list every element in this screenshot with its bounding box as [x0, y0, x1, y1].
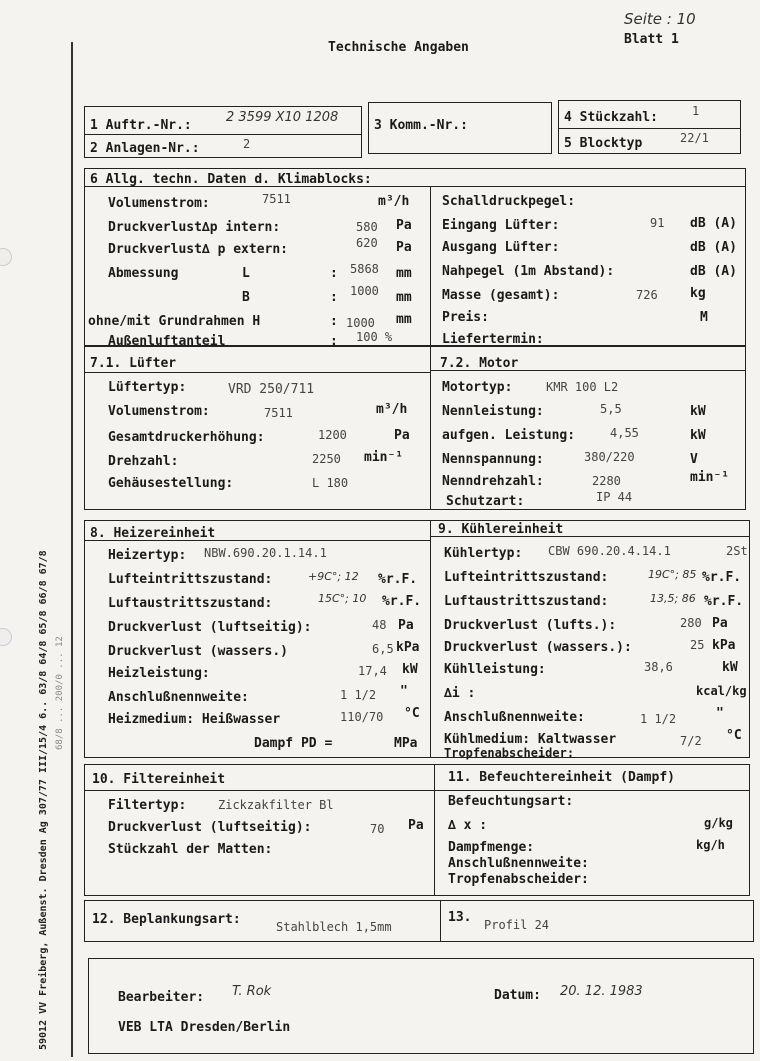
s6-aus-unit: dB (A) [690, 240, 737, 255]
s6-abm-label: Abmessung [108, 266, 179, 281]
s6-aussen-colon: : [330, 334, 338, 349]
section-6-title: 6 Allg. techn. Daten d. Klimablocks: [90, 172, 372, 187]
s8-typ-label: Heizertyp: [108, 548, 187, 563]
footer-box [88, 958, 754, 1054]
s6-dv-ext-value: 620 [356, 236, 378, 250]
s71-vol-value: 7511 [264, 406, 293, 420]
s6-h-label: ohne/mit Grundrahmen H [88, 314, 261, 329]
s9-tropf-label: Tropfenabscheider: [444, 746, 575, 760]
s8-med-value: 110/70 [340, 710, 384, 724]
section-11-title: 11. Befeuchtereinheit (Dampf) [448, 770, 675, 785]
s9-ein-value: 19C°; 85 [648, 568, 697, 581]
s8-dvw-unit: kPa [396, 640, 420, 655]
s8-med-unit: °C [404, 706, 420, 721]
plant-number-value: 2 [243, 137, 251, 151]
s8-ansch-value: 1 1/2 [340, 688, 377, 702]
s71-typ-label: Lüftertyp: [108, 380, 187, 395]
s9-ansch-value: 1 1/2 [640, 712, 677, 726]
editor-label: Bearbeiter: [118, 990, 205, 1005]
divider [558, 128, 741, 129]
section-72-title: 7.2. Motor [440, 356, 519, 371]
document-title: Technische Angaben [328, 40, 469, 55]
s6-preis-label: Preis: [442, 310, 489, 325]
s71-geh-label: Gehäusestellung: [108, 476, 234, 491]
commission-label: 3 Komm.-Nr.: [374, 118, 468, 133]
s11-dx-unit: g/kg [704, 816, 733, 830]
s8-ein-label: Lufteintrittszustand: [108, 572, 273, 587]
s9-aus-value: 13,5; 86 [650, 592, 696, 605]
s71-dreh-unit: min⁻¹ [364, 450, 404, 465]
s72-typ-value: KMR 100 L2 [546, 380, 619, 394]
s8-dampf-label: Dampf PD = [254, 736, 333, 751]
s8-aus-unit: %r.F. [382, 594, 422, 609]
section-9-title: 9. Kühlereinheit [438, 522, 564, 537]
s8-typ-value: NBW.690.20.1.14.1 [204, 546, 327, 560]
order-number-label: 1 Auftr.-Nr.: [90, 118, 192, 133]
s9-kuehl-value: 38,6 [644, 660, 673, 674]
s6-dv-int-unit: Pa [396, 218, 412, 233]
s72-schutz-value: IP 44 [596, 490, 633, 504]
s9-typ-extra: 2St [726, 544, 748, 558]
s9-di-label: ∆i : [444, 686, 476, 701]
section-13-title: 13. [448, 910, 472, 925]
s6-masse-label: Masse (gesamt): [442, 288, 560, 303]
s10-dv-unit: Pa [408, 818, 424, 833]
punch-hole-bottom [0, 628, 12, 646]
s6-aussen-value: 100 % [356, 330, 393, 344]
section-10-title: 10. Filtereinheit [92, 772, 226, 787]
s13-value: Profil 24 [484, 918, 550, 932]
s9-med-unit: °C [726, 728, 742, 743]
s9-ansch-unit: " [716, 706, 724, 721]
s6-l-unit: mm [396, 266, 412, 281]
s9-kuehl-unit: kW [722, 660, 738, 675]
s6-h-value: 1000 [346, 316, 375, 330]
s6-ein-label: Eingang Lüfter: [442, 218, 560, 233]
s8-heiz-label: Heizleistung: [108, 666, 210, 681]
s6-dv-int-label: Druckverlust∆p intern: [108, 220, 281, 235]
s8-med-label: Heizmedium: Heißwasser [108, 712, 281, 727]
s72-nenn-label: Nennleistung: [442, 404, 544, 419]
s11-dm-label: Dampfmenge: [448, 840, 535, 855]
s9-ein-unit: %r.F. [702, 570, 742, 585]
side-print-text: 59012 VV Freiberg, Außenst. Dresden Ag 307/77 III/15/4 6.. 63/8 64/8 65/8 66/8 67/8 [38, 550, 49, 1050]
s6-l-label: L [242, 266, 250, 281]
s6-vol-value: 7511 [262, 192, 291, 206]
s6-liefer-label: Liefertermin: [442, 332, 544, 347]
s8-dvw-label: Druckverlust (wassers.) [108, 644, 289, 659]
s6-h-colon: : [330, 314, 338, 329]
s6-h-unit: mm [396, 312, 412, 327]
s6-b-value: 1000 [350, 284, 379, 298]
s6-nah-unit: dB (A) [690, 264, 737, 279]
s6-vol-unit: m³/h [378, 194, 410, 209]
s11-dm-unit: kg/h [696, 838, 725, 852]
s9-aus-unit: %r.F. [704, 594, 744, 609]
plant-number-label: 2 Anlagen-Nr.: [90, 141, 200, 156]
s6-schall-label: Schalldruckpegel: [442, 194, 576, 209]
s8-dampf-unit: MPa [394, 736, 418, 751]
s6-dv-ext-unit: Pa [396, 240, 412, 255]
s71-ges-label: Gesamtdruckerhöhung: [108, 430, 265, 445]
s6-l-value: 5868 [350, 262, 379, 276]
s6-aussen-label: Außenluftanteil [108, 334, 226, 349]
divider [84, 134, 362, 135]
s6-ein-value: 91 [650, 216, 665, 230]
s9-di-unit: kcal/kg [696, 684, 747, 698]
s12-value: Stahlblech 1,5mm [276, 920, 392, 934]
s6-b-label: B [242, 290, 250, 305]
s10-typ-value: Zickzakfilter Bl [218, 798, 334, 812]
date-value: 20. 12. 1983 [560, 984, 643, 999]
s8-ansch-label: Anschlußnennweite: [108, 690, 249, 705]
s10-dv-label: Druckverlust (luftseitig): [108, 820, 312, 835]
s72-nenn-unit: kW [690, 404, 706, 419]
s72-aufg-value: 4,55 [610, 426, 639, 440]
divider [430, 520, 431, 758]
s72-ndreh-unit: min⁻¹ [690, 470, 730, 485]
s6-aus-label: Ausgang Lüfter: [442, 240, 560, 255]
s72-span-unit: V [690, 452, 698, 467]
s11-ansch-label: Anschlußnennweite: [448, 856, 589, 871]
s9-med-label: Kühlmedium: Kaltwasser [444, 732, 617, 747]
s72-span-value: 380/220 [584, 450, 635, 464]
s11-art-label: Befeuchtungsart: [448, 794, 574, 809]
s9-dvl-label: Druckverlust (lufts.): [444, 618, 617, 633]
s10-dv-value: 70 [370, 822, 385, 836]
editor-signature: T. Rok [232, 984, 272, 999]
s72-aufg-unit: kW [690, 428, 706, 443]
s8-ansch-unit: " [400, 684, 408, 699]
divider [434, 764, 435, 896]
divider [430, 186, 431, 346]
divider [440, 900, 441, 942]
s71-dreh-label: Drehzahl: [108, 454, 179, 469]
s71-typ-value: VRD 250/711 [228, 382, 315, 397]
section-12-title: 12. Beplankungsart: [92, 912, 241, 927]
divider [84, 790, 750, 791]
s9-ansch-label: Anschlußnennweite: [444, 710, 585, 725]
s9-dvw-value: 25 [690, 638, 705, 652]
s8-dvl-value: 48 [372, 618, 387, 632]
s9-typ-label: Kühlertyp: [444, 546, 523, 561]
s8-ein-value: +9C°; 12 [308, 570, 359, 583]
s8-dvw-value: 6,5 [372, 642, 394, 656]
page-number: Seite : 10 [624, 10, 696, 28]
s72-ndreh-value: 2280 [592, 474, 621, 488]
s8-heiz-value: 17,4 [358, 664, 387, 678]
s6-l-colon: : [330, 266, 338, 281]
s10-typ-label: Filtertyp: [108, 798, 187, 813]
s72-ndreh-label: Nenndrehzahl: [442, 474, 544, 489]
s9-aus-label: Luftaustrittszustand: [444, 594, 609, 609]
s11-dx-label: ∆ x : [448, 818, 488, 833]
date-label: Datum: [494, 988, 541, 1003]
s6-b-colon: : [330, 290, 338, 305]
block-type-value: 22/1 [680, 131, 709, 145]
s9-dvl-value: 280 [680, 616, 702, 630]
order-number-value: 2 3599 X10 1208 [226, 110, 339, 125]
block-type-label: 5 Blocktyp [564, 136, 643, 151]
s6-preis-unit: M [700, 310, 708, 325]
s71-ges-value: 1200 [318, 428, 347, 442]
s71-ges-unit: Pa [394, 428, 410, 443]
s6-ein-unit: dB (A) [690, 216, 737, 231]
s8-dvl-label: Druckverlust (luftseitig): [108, 620, 312, 635]
s6-dv-int-value: 580 [356, 220, 378, 234]
s10-stueck-label: Stückzahl der Matten: [108, 842, 273, 857]
punch-hole-top [0, 248, 12, 266]
s6-nah-label: Nahpegel (1m Abstand): [442, 264, 615, 279]
s6-b-unit: mm [396, 290, 412, 305]
s8-aus-value: 15C°; 10 [318, 592, 367, 605]
section-71-title: 7.1. Lüfter [90, 356, 177, 371]
quantity-label: 4 Stückzahl: [564, 110, 658, 125]
s72-nenn-value: 5,5 [600, 402, 622, 416]
s8-heiz-unit: kW [402, 662, 418, 677]
divider [84, 372, 430, 373]
s8-aus-label: Luftaustrittszustand: [108, 596, 273, 611]
s71-geh-value: L 180 [312, 476, 349, 490]
company-name: VEB LTA Dresden/Berlin [118, 1020, 291, 1035]
s9-kuehl-label: Kühlleistung: [444, 662, 546, 677]
s72-span-label: Nennspannung: [442, 452, 544, 467]
margin-line [71, 42, 73, 1057]
s8-dvl-unit: Pa [398, 618, 414, 633]
s9-dvw-unit: kPa [712, 638, 736, 653]
s72-typ-label: Motortyp: [442, 380, 513, 395]
s11-tropf-label: Tropfenabscheider: [448, 872, 589, 887]
s6-vol-label: Volumenstrom: [108, 196, 210, 211]
s9-typ-value: CBW 690.20.4.14.1 [548, 544, 671, 558]
s6-masse-unit: kg [690, 286, 706, 301]
s9-med-value: 7/2 [680, 734, 702, 748]
section-8-title: 8. Heizereinheit [90, 526, 216, 541]
s9-ein-label: Lufteintrittszustand: [444, 570, 609, 585]
s6-dv-ext-label: Druckverlust∆ p extern: [108, 242, 289, 257]
s71-dreh-value: 2250 [312, 452, 341, 466]
quantity-value: 1 [692, 104, 700, 118]
s72-schutz-label: Schutzart: [446, 494, 525, 509]
s72-aufg-label: aufgen. Leistung: [442, 428, 576, 443]
sheet-number: Blatt 1 [624, 32, 679, 47]
s71-vol-label: Volumenstrom: [108, 404, 210, 419]
side-print-text-2: 68/8 ... 200/0 ... 12 [55, 636, 65, 750]
s9-dvl-unit: Pa [712, 616, 728, 631]
s9-dvw-label: Druckverlust (wassers.): [444, 640, 632, 655]
s71-vol-unit: m³/h [376, 402, 408, 417]
s8-ein-unit: %r.F. [378, 572, 418, 587]
s6-masse-value: 726 [636, 288, 658, 302]
